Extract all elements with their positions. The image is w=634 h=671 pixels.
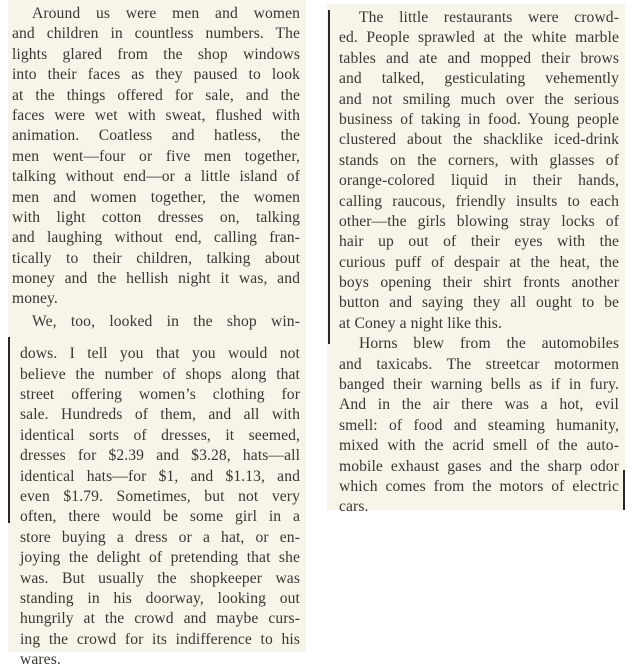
text-line: and laughing without end, calling fran-	[12, 229, 300, 247]
text-line: ed. People sprawled at the white marble	[339, 29, 619, 47]
right-text-column	[327, 4, 625, 516]
paragraph-restaurants	[339, 8, 619, 334]
text-line: and not smiling much over the serious	[339, 90, 619, 108]
text-line: lights glared from the shop windows	[12, 45, 300, 63]
text-line: store buying a dress or a hat, or en-	[20, 528, 300, 546]
paragraph-horns	[339, 334, 619, 518]
text-line: other—the girls blowing stray locks of	[339, 212, 619, 230]
text-line: and talked, gesticulating vehemently	[339, 70, 619, 88]
text-line: dresses for $2.39 and $3.28, hats—all	[20, 447, 300, 465]
text-line: Around us were men and women	[32, 5, 300, 22]
text-line: was. But usually the shopkeeper was	[20, 569, 300, 587]
text-line: clustered about the shacklike iced-drink	[339, 131, 619, 149]
scan-gap	[12, 332, 300, 344]
text-line: men went—four or five men together,	[12, 147, 300, 165]
left-text-column	[8, 0, 306, 669]
text-line: Horns blew from the automobiles	[359, 335, 619, 353]
text-line: at Coney a night like this.	[339, 314, 502, 332]
paragraph-shop-windows-start	[12, 312, 300, 332]
text-line: even $1.79. Sometimes, but not very	[20, 487, 300, 505]
text-line: joying the delight of pretending that she	[20, 549, 300, 567]
text-line: We, too, looked in the shop win-	[32, 312, 300, 330]
text-line: talking without end—or a little island of	[12, 168, 300, 186]
text-line: stands on the corners, with glasses of	[339, 151, 619, 169]
text-line: hungrily at the crowd and maybe curs-	[20, 610, 300, 628]
paragraph-shop-windows	[12, 344, 300, 670]
text-line: men and women together, the women	[12, 188, 300, 206]
text-line: button and saying they all ought to be	[339, 294, 619, 312]
text-line: money.	[12, 290, 58, 308]
paragraph-crowd	[12, 4, 300, 310]
text-line: into their faces as they paused to look	[12, 66, 300, 84]
text-line: which comes from the motors of electric	[339, 477, 619, 495]
text-line: identical hats—for $1, and $1.13, and	[20, 467, 300, 485]
text-line: street offering women’s clothing for	[20, 386, 300, 404]
text-line: and taxicabs. The streetcar motormen	[339, 355, 619, 373]
text-line: sale. Hundreds of them, and all with	[20, 406, 300, 424]
text-line: believe the number of shops along that	[20, 365, 300, 383]
text-line: faces were wet with sweat, flushed with	[12, 106, 300, 124]
text-line: mixed with the acrid smell of the auto-	[339, 437, 619, 455]
scan-edge-line	[328, 10, 330, 344]
text-line: business of taking in food. Young people	[339, 110, 619, 128]
text-line: money and the hellish night it was, and	[12, 270, 300, 288]
text-line: curious puff of despair at the heat, the	[339, 253, 619, 271]
text-line: wares.	[20, 651, 61, 669]
text-line: animation. Coatless and hatless, the	[12, 127, 300, 145]
text-line: boys opening their shirt fronts another	[339, 274, 619, 292]
text-line: with light cotton dresses on, talking	[12, 208, 300, 226]
text-line: tically to their children, talking about	[12, 249, 300, 267]
text-line: cars.	[339, 498, 369, 516]
text-line: ing the crowd for its indifference to his	[20, 630, 300, 648]
text-line: often, there would be some girl in a	[20, 508, 300, 526]
text-line: tables and ate and mopped their brows	[339, 49, 619, 67]
text-line: banged their warning bells as if in fury.	[339, 376, 619, 394]
text-line: smell: of food and steaming humanity,	[339, 416, 619, 434]
text-line: mobile exhaust gases and the sharp odor	[339, 457, 619, 475]
text-line: dows. I tell you that you would not	[20, 345, 300, 363]
text-line: identical sorts of dresses, it seemed,	[20, 426, 300, 444]
text-line: The little restaurants were crowd-	[359, 9, 619, 26]
text-line: And in the air there was a hot, evil	[339, 396, 619, 414]
text-line: at the things offered for sale, and the	[12, 86, 300, 104]
text-line: standing in his doorway, looking out	[20, 589, 300, 607]
text-line: calling raucous, friendly insults to each	[339, 192, 619, 210]
scan-edge-line	[8, 337, 10, 523]
text-line: hair up out of their eyes with the	[339, 233, 619, 251]
text-line: orange-colored liquid in their hands,	[339, 172, 619, 190]
scan-edge-line	[623, 470, 625, 510]
text-line: and children in countless numbers. The	[12, 25, 300, 43]
